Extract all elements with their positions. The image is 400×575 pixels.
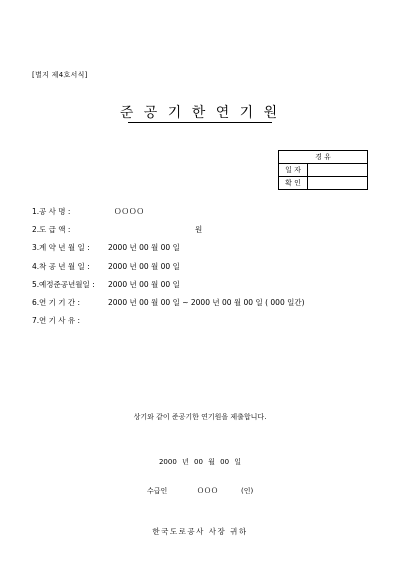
submission-date: 2000 년 00 월 00 일: [158, 458, 242, 466]
approval-confirm-field[interactable]: [308, 177, 368, 190]
approval-date-field[interactable]: [308, 164, 368, 177]
item-label: 예정준공년월일 :: [39, 279, 95, 289]
item-number: 3.: [32, 243, 40, 253]
item-label: 착 공 년 월 일 :: [39, 261, 90, 271]
signer-name: ＯＯＯ: [197, 487, 218, 495]
item-label: 도 급 액 :: [39, 225, 71, 235]
item-label: 계 약 년 월 일 :: [39, 243, 90, 253]
approval-confirm-label: 확 인: [279, 177, 308, 190]
item-number: 6.: [32, 297, 40, 307]
item-value: 2000 년 00 월 00 일: [108, 243, 180, 253]
item-number: 5.: [32, 279, 40, 289]
recipient-line: 한국도로공사 사장 귀하: [152, 527, 248, 536]
item-value: 2000 년 00 월 00 일: [108, 261, 180, 271]
item-value: 원: [195, 225, 203, 235]
item-number: 2.: [32, 225, 40, 235]
item-number: 7.: [32, 316, 40, 326]
item-number: 4.: [32, 261, 40, 271]
approval-box: [278, 150, 368, 190]
approval-date-label: 일 자: [279, 164, 308, 177]
signer-label: 수급인: [147, 487, 168, 495]
item-number: 1.: [32, 207, 40, 216]
item-label: 연 기 기 간 :: [39, 297, 81, 307]
form-number: [별지 제4호서식]: [32, 71, 88, 79]
item-label: 공 사 명 :: [39, 207, 71, 216]
title-underline: [128, 122, 272, 123]
item-value: 2000 년 00 월 00 일: [108, 279, 180, 289]
declaration-text: 상기와 같이 준공기한 연기원을 제출합니다.: [133, 413, 267, 421]
document-title: 준 공 기 한 연 기 원: [119, 105, 281, 121]
signer-seal: (인): [241, 487, 254, 495]
item-value: 2000 년 00 월 00 일 ~ 2000 년 00 월 00 일 ( 000 일간): [108, 297, 305, 307]
item-value: ＯＯＯＯ: [114, 207, 144, 216]
item-label: 연 기 사 유 :: [39, 316, 81, 326]
approval-header: 경 유: [279, 151, 368, 164]
